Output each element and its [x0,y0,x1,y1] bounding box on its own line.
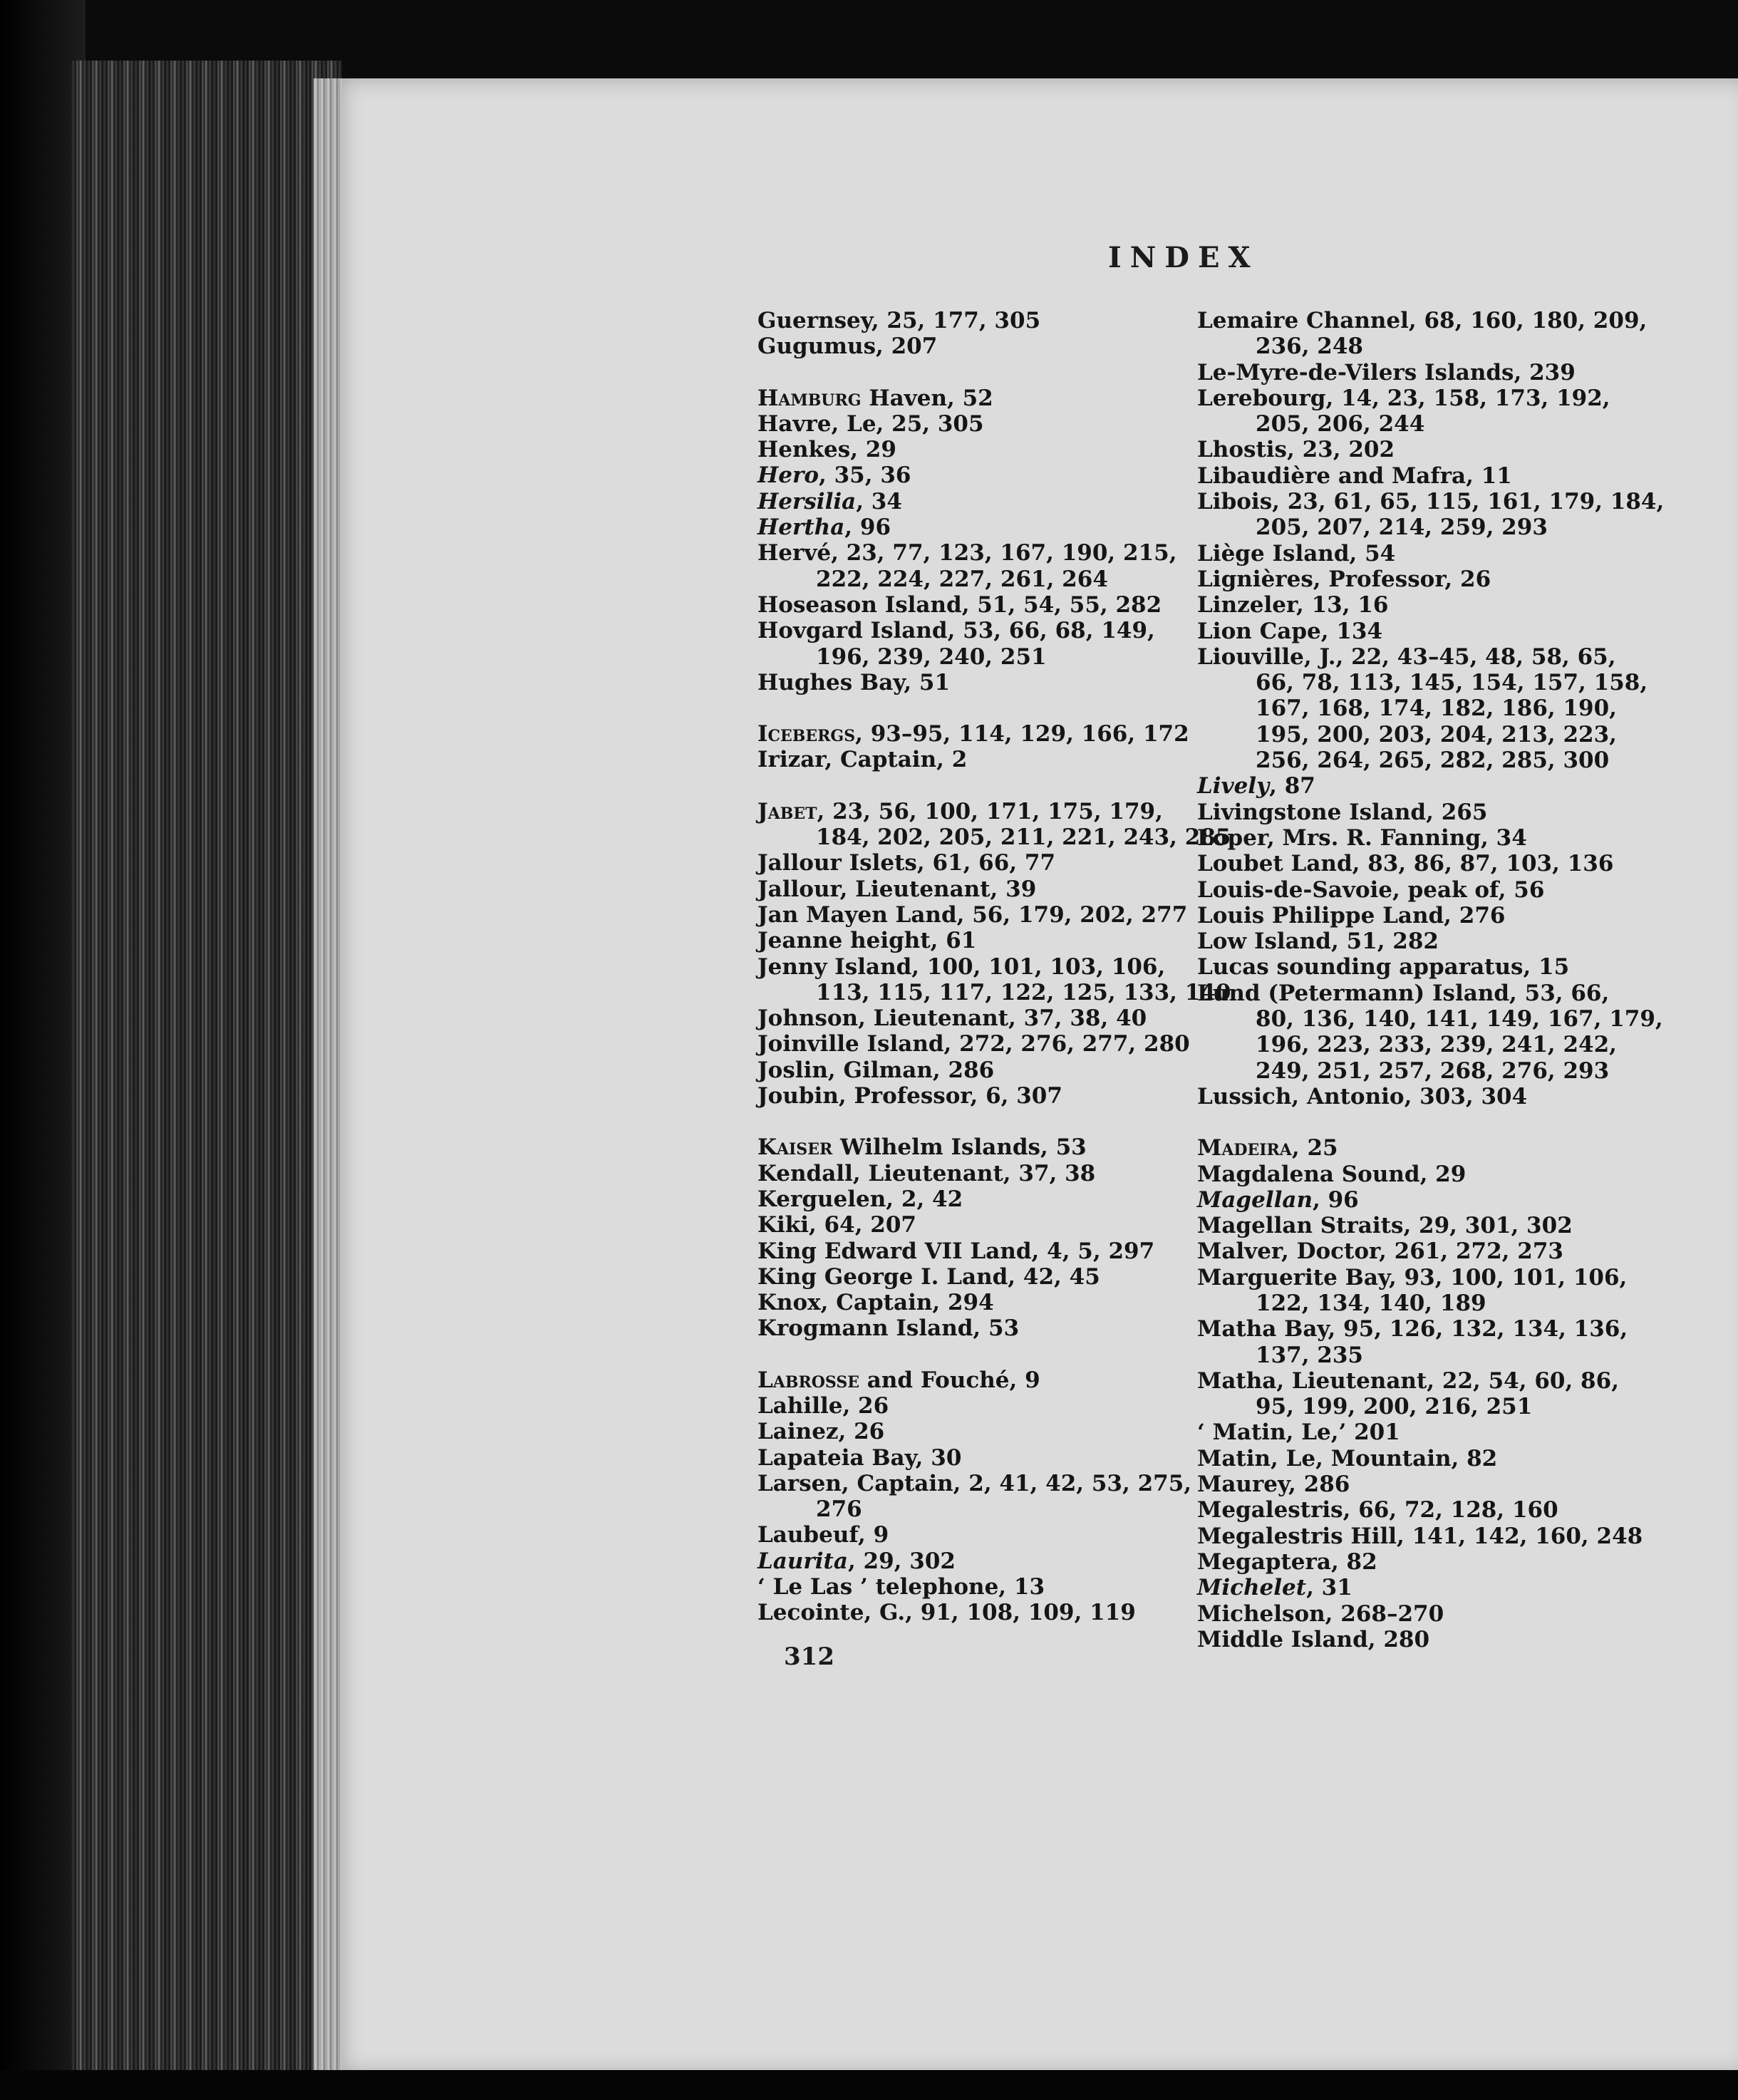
index-entry [757,1057,1214,1083]
index-entry [757,1134,1214,1160]
index-entry-text: Jenny Island, 100, 101, 103, 106, [757,953,1166,980]
index-entry-continuation: 196, 223, 233, 239, 241, 242, [1256,1032,1617,1058]
index-entry-line [1197,592,1388,618]
index-entry [1197,1524,1738,1549]
index-entry-term: Lively [1197,773,1270,800]
index-entry-continuation: 276 [816,1496,862,1523]
index-entry-line [757,308,1040,333]
index-entry-lead: Icebergs [757,721,856,748]
index-entry-line [1197,308,1647,333]
index-entry-line [1197,437,1395,462]
index-entry [1197,1238,1738,1264]
index-entry-text: , 96 [1312,1186,1359,1213]
index-entry-text: Kendall, Lieutenant, 37, 38 [757,1160,1096,1186]
index-entry [1197,308,1738,360]
index-entry-continuation: 122, 134, 140, 189 [1256,1290,1486,1316]
index-entry-text: Magdalena Sound, 29 [1197,1161,1467,1187]
index-entry-line [1197,463,1512,489]
index-entry-text: Haven, 52 [861,385,993,411]
index-entry [1197,877,1738,903]
index-entry [1197,1135,1738,1161]
index-entry-text: Hervé, 23, 77, 123, 167, 190, 215, [757,540,1177,567]
index-entry-text: Larsen, Captain, 2, 41, 42, 53, 275, [757,1470,1192,1496]
index-entry-text: ‘ Matin, Le,’ 201 [1197,1419,1400,1446]
index-entry [1197,619,1738,644]
index-entry [1197,1084,1738,1110]
index-entry-continuation: 95, 199, 200, 216, 251 [1256,1394,1533,1420]
index-entry [757,1238,1214,1264]
index-entry [757,514,1214,540]
index-entry-line [757,1134,1087,1160]
index-entry [1197,981,1738,1033]
index-entry-line [1197,1575,1352,1600]
index-entry-line [1197,981,1609,1006]
index-entry [757,670,1214,695]
index-entry-text: Lerebourg, 14, 23, 158, 173, 192, [1197,385,1610,411]
index-entry-continuation: 196, 239, 240, 251 [816,643,1047,670]
index-entry-text: Louis Philippe Land, 276 [1197,902,1506,929]
index-entry [757,1522,1214,1548]
index-entry-text: Matha, Lieutenant, 22, 54, 60, 86, [1197,1367,1619,1394]
index-entry-continuation: 66, 78, 113, 145, 154, 157, 158, [1256,670,1648,696]
index-entry-lead: Madeira [1197,1135,1292,1162]
index-entry-text: Lignières, Professor, 26 [1197,566,1491,592]
index-entry [1197,386,1738,438]
index-entry-text: Kerguelen, 2, 42 [757,1186,963,1212]
index-entry-continuation: 113, 115, 117, 122, 125, 133, 140 [816,979,1231,1005]
page-title: INDEX [1108,241,1259,274]
index-entry-line [757,928,976,953]
index-entry [757,333,1214,359]
index-entry-text: Wilhelm Islands, 53 [832,1134,1087,1161]
index-entry-line [757,1445,961,1471]
index-entry-line [757,747,967,772]
index-entry-lead: Hamburg [757,385,862,411]
index-entry [757,1471,1214,1523]
index-entry [1197,825,1738,851]
index-entry-text: Lhostis, 23, 202 [1197,437,1395,463]
index-entry-line [1197,773,1315,799]
index-entry-text: Liège Island, 54 [1197,540,1396,567]
index-entry-line [1197,489,1664,514]
index-entry [1197,1446,1738,1471]
index-entry-line [1197,360,1576,386]
index-entry-line [1197,1497,1558,1523]
index-entry-text: Low Island, 51, 282 [1197,929,1439,955]
index-entry-continuation: 167, 168, 174, 182, 186, 190, [1256,695,1617,722]
index-entry [1197,567,1738,592]
index-entry-text: Krogmann Island, 53 [757,1315,1020,1342]
index-entry [1197,463,1738,489]
index-entry-line [1197,1135,1338,1161]
index-entry-line [1197,929,1439,954]
index-entry [757,850,1214,876]
index-entry-line [1197,567,1491,592]
index-entry-term: Hertha [757,514,845,541]
index-entry [757,1031,1214,1057]
index-entry-term: Laurita [757,1548,848,1574]
index-entry-line [757,1574,1045,1600]
index-entry-text: Matha Bay, 95, 126, 132, 134, 136, [1197,1316,1628,1343]
index-entry [757,308,1214,333]
index-entry [757,618,1214,670]
index-entry-text: Lion Cape, 134 [1197,618,1383,644]
index-entry-text: Hoseason Island, 51, 54, 55, 282 [757,591,1162,618]
index-entry-line [757,876,1036,902]
index-entry [1197,1368,1738,1420]
index-entry-line [757,1522,889,1548]
index-entry-line [1197,1601,1444,1627]
index-entry-line [757,1057,994,1083]
index-entry-line [757,540,1177,566]
index-entry-text: Gugumus, 207 [757,333,938,360]
index-entry [1197,541,1738,567]
bottom-shadow [0,2070,1738,2100]
index-entry [757,876,1214,902]
index-entry-text: Matin, Le, Mountain, 82 [1197,1445,1498,1471]
index-entry-line [1197,1549,1377,1575]
index-entry-text: Hughes Bay, 51 [757,669,951,695]
index-entry [1197,360,1738,386]
index-entry [1197,954,1738,980]
index-entry-text: Middle Island, 280 [1197,1626,1430,1652]
index-entry [1197,644,1738,696]
index-entry-line [757,1161,1095,1186]
index-entry-line [1197,1162,1466,1187]
index-entry-line [1197,851,1613,876]
index-entry-term: Hersilia [757,488,857,514]
index-entry-text: Joslin, Gilman, 286 [757,1057,995,1083]
index-entry-continuation: 80, 136, 140, 141, 149, 167, 179, [1256,1006,1663,1033]
index-entry-text: , 29, 302 [847,1548,956,1574]
index-entry [1197,1627,1738,1652]
index-entry-line [1197,644,1616,670]
index-entry-text: Jeanne height, 61 [757,928,977,954]
index-entry-line [1197,1368,1619,1394]
index-entry-line [757,1600,1136,1625]
index-entry-continuation: 249, 251, 257, 268, 276, 293 [1256,1057,1610,1084]
index-entry-text: King Edward VII Land, 4, 5, 297 [757,1238,1155,1264]
index-entry-text: , 25 [1291,1135,1338,1162]
index-entry-continuation: 195, 200, 203, 204, 213, 223, [1256,721,1617,748]
index-entry [1197,748,1738,773]
index-entry-text: , 31 [1306,1575,1352,1601]
index-entry [1197,1471,1738,1497]
index-entry [757,1005,1214,1031]
index-entry-text: Michelson, 268–270 [1197,1600,1444,1627]
index-entry-line [1197,877,1544,903]
index-entry-line [1197,1627,1429,1652]
index-entry [1197,1213,1738,1238]
index-entry-line [757,1031,1190,1057]
index-entry [757,1212,1214,1238]
index-entry-term: Magellan [1197,1186,1313,1213]
index-entry [1197,1549,1738,1575]
index-entry-line [1197,1471,1350,1497]
index-entry-text: Johnson, Lieutenant, 37, 38, 40 [757,1005,1147,1032]
index-entry [757,953,1231,1006]
index-entry-line [757,954,1165,980]
index-entry-line [757,1471,1191,1496]
index-entry-line [757,1083,1062,1109]
index-entry-line [757,902,1187,928]
index-entry-text: Lussich, Antonio, 303, 304 [1197,1083,1528,1110]
index-entry-line [757,1212,916,1238]
index-entry-line [757,1548,956,1574]
index-entry-line [1197,541,1395,567]
index-entry-lead: Jabet [757,798,817,824]
index-entry-line [1197,386,1610,411]
index-entry [1197,1162,1738,1187]
index-entry-text: , 23, 56, 100, 171, 175, 179, [817,798,1163,824]
index-entry-text: Linzeler, 13, 16 [1197,592,1389,619]
index-entry-line [757,1238,1154,1264]
index-entry-line [757,1290,994,1315]
index-entry-line [1197,1265,1627,1290]
index-entry [1197,903,1738,929]
index-entry-text: Loper, Mrs. R. Fanning, 34 [1197,824,1527,851]
index-entry-text: Malver, Doctor, 261, 272, 273 [1197,1238,1563,1265]
index-entry [757,592,1214,618]
index-entry-line [1197,1238,1563,1264]
index-entry [1197,1187,1738,1213]
index-entry [757,1315,1214,1341]
index-entry-lead: Labrosse [757,1367,859,1393]
index-entry [757,489,1214,514]
index-entry-text: Loubet Land, 83, 86, 87, 103, 136 [1197,851,1614,877]
index-entry [757,540,1214,592]
index-entry-line [757,411,984,437]
index-entry [1197,1032,1738,1057]
index-entry-line [1197,1187,1359,1213]
index-entry [757,1419,1214,1444]
index-entry-line [757,386,993,411]
index-entry-line [1197,1316,1628,1342]
index-entry-line [1197,800,1487,825]
index-entry-line [757,592,1162,618]
index-entry-text: Lecointe, G., 91, 108, 109, 119 [757,1600,1136,1626]
index-entry-line [757,1264,1100,1290]
index-entry-line [757,799,1163,824]
index-entry [757,462,1214,488]
index-entry [757,1600,1214,1625]
index-entry-continuation: 137, 235 [1256,1342,1364,1368]
index-entry [1197,1316,1738,1368]
index-entry-continuation: 222, 224, 227, 261, 264 [816,566,1108,592]
index-entry-line [757,1005,1147,1031]
book-page-edges [71,61,342,2077]
index-entry [757,747,1214,772]
index-entry [1197,1265,1738,1317]
index-entry-continuation: 256, 264, 265, 282, 285, 300 [1256,748,1610,774]
index-entry-line [1197,1084,1527,1110]
index-entry [757,1290,1214,1315]
index-entry-text: Laubeuf, 9 [757,1522,889,1548]
index-entry-text: Lund (Petermann) Island, 53, 66, [1197,980,1610,1006]
index-entry-line [757,489,902,514]
index-entry-line [1197,954,1569,980]
index-entry-text: Lemaire Channel, 68, 160, 180, 209, [1197,308,1648,333]
index-entry-line [757,437,896,462]
index-entry [757,1393,1214,1419]
index-entry-continuation: 184, 202, 205, 211, 221, 243, 285 [816,824,1231,851]
index-entry-text: Lainez, 26 [757,1419,885,1445]
index-entry-text: Joinville Island, 272, 276, 277, 280 [757,1031,1190,1057]
index-entry-line [757,670,950,695]
index-entry-text: , 96 [844,514,891,541]
index-entry [1197,851,1738,876]
index-entry-line [757,1393,889,1419]
index-entry-text: , 35, 36 [819,462,911,489]
index-entry [1197,592,1738,618]
index-entry-text: Lahille, 26 [757,1392,889,1419]
index-entry-text: Henkes, 29 [757,437,896,463]
index-entry [757,437,1214,462]
index-entry-text: Hovgard Island, 53, 66, 68, 149, [757,618,1155,644]
index-entry [757,1161,1214,1186]
index-entry-text: Guernsey, 25, 177, 305 [757,308,1041,333]
index-entry-continuation: 205, 207, 214, 259, 293 [1256,514,1548,541]
index-column-left [757,308,1231,1626]
index-entry [757,902,1214,928]
index-entry-text: Liouville, J., 22, 43–45, 48, 58, 65, [1197,643,1616,670]
index-entry-text: Libois, 23, 61, 65, 115, 161, 179, 184, [1197,489,1665,515]
index-entry [757,1367,1214,1393]
index-entry-text: , 93–95, 114, 129, 166, 172 [855,721,1189,748]
index-entry-text: Libaudière and Mafra, 11 [1197,462,1512,489]
index-entry-text: , 87 [1269,773,1315,800]
index-entry [757,928,1214,953]
index-entry-text: Maurey, 286 [1197,1471,1350,1498]
index-entry-continuation: 236, 248 [1256,333,1364,360]
index-entry [1197,722,1738,748]
index-entry-text: Kiki, 64, 207 [757,1212,916,1238]
index-entry-line [757,1367,1040,1393]
index-entry [757,1548,1214,1574]
index-entry-line [757,618,1155,643]
index-entry-text: Irizar, Captain, 2 [757,747,968,773]
index-entry [757,1574,1214,1600]
index-entry-line [757,1419,884,1444]
index-entry [1197,929,1738,954]
index-entry-text: Megalestris Hill, 141, 142, 160, 248 [1197,1523,1643,1549]
index-entry-text: and Fouché, 9 [859,1367,1040,1393]
index-entry-text: , 34 [856,488,902,514]
index-entry [1197,1419,1738,1445]
index-entry-text: Megaptera, 82 [1197,1548,1377,1575]
page-number: 312 [784,1643,834,1671]
index-entry-line [757,850,1055,876]
index-entry-text: Marguerite Bay, 93, 100, 101, 106, [1197,1264,1628,1290]
index-entry [757,1264,1214,1290]
index-entry [757,1186,1214,1212]
index-entry-text: Lapateia Bay, 30 [757,1444,962,1471]
index-entry [757,721,1214,747]
index-entry [757,1445,1214,1471]
index-entry [757,798,1231,851]
index-entry-text: Jallour Islets, 61, 66, 77 [757,850,1056,876]
index-entry [1197,437,1738,462]
index-entry-line [757,1186,963,1212]
index-entry-lead: Kaiser [757,1134,833,1161]
index-entry [757,1083,1214,1109]
index-entry [1197,1497,1738,1523]
index-entry-text: Knox, Captain, 294 [757,1290,994,1316]
index-entry-line [1197,1524,1643,1549]
index-entry-text: Havre, Le, 25, 305 [757,410,984,437]
index-entry-term: Michelet [1197,1575,1307,1601]
index-entry-line [757,1315,1019,1341]
index-entry-line [1197,1213,1573,1238]
index-entry-text: Livingstone Island, 265 [1197,799,1488,825]
index-entry-line [1197,825,1527,851]
index-entry [757,411,1214,437]
index-column-right [1197,308,1738,1652]
index-entry-text: Le-Myre-de-Vilers Islands, 239 [1197,359,1576,386]
index-entry-text: Magellan Straits, 29, 301, 302 [1197,1213,1573,1239]
index-entry-line [1197,619,1382,644]
index-entry-line [757,333,937,359]
index-entry-text: Joubin, Professor, 6, 307 [757,1083,1062,1110]
index-entry-text: King George I. Land, 42, 45 [757,1263,1100,1290]
index-entry-term: Hero [757,462,819,489]
index-entry-text: ‘ Le Las ’ telephone, 13 [757,1574,1045,1600]
index-entry [1197,695,1738,721]
index-entry-text: Louis-de-Savoie, peak of, 56 [1197,876,1545,903]
index-entry-line [1197,1446,1497,1471]
page-gutter [314,78,342,2074]
index-entry [1197,1575,1738,1600]
index-entry [1197,773,1738,799]
index-entry [1197,1601,1738,1627]
index-entry-line [757,462,911,488]
index-entry-text: Jan Mayen Land, 56, 179, 202, 277 [757,901,1188,928]
index-entry-text: Jallour, Lieutenant, 39 [757,876,1037,902]
index-entry-line [1197,903,1505,929]
index-entry [1197,1058,1738,1084]
index-entry-line [757,721,1189,747]
index-entry-continuation: 205, 206, 244 [1256,411,1425,438]
index-entry-text: Megalestris, 66, 72, 128, 160 [1197,1497,1558,1524]
index-entry-line [1197,1419,1400,1445]
index-entry-line [757,514,891,540]
index-entry [1197,489,1738,541]
index-entry-text: Lucas sounding apparatus, 15 [1197,954,1570,981]
index-entry [757,386,1214,411]
index-entry [1197,800,1738,825]
